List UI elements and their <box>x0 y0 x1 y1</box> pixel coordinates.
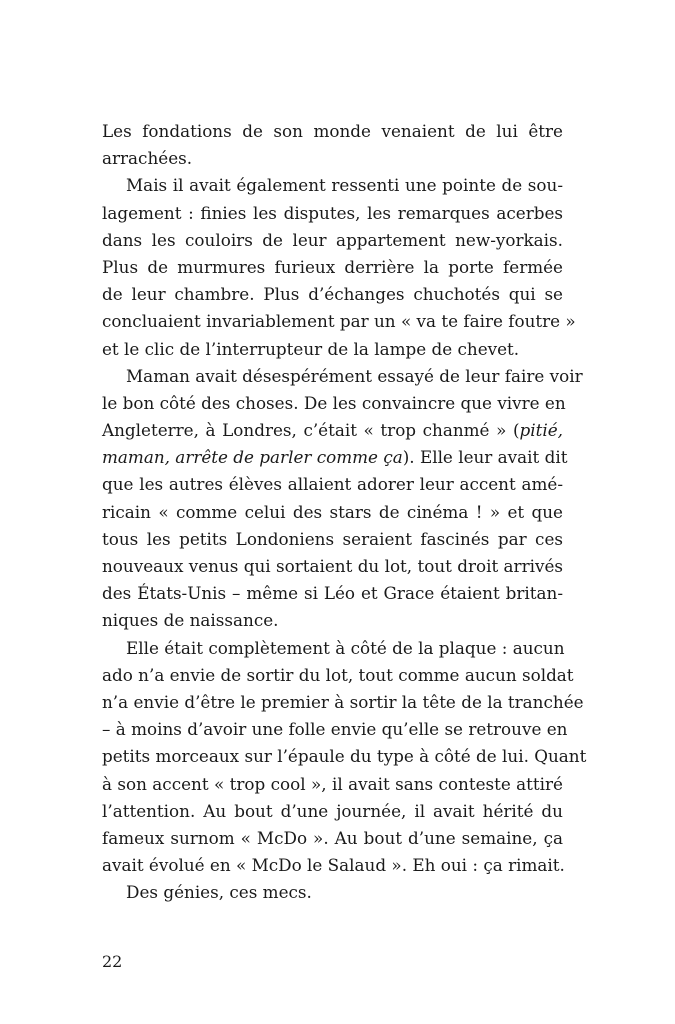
text-segment: ). Elle leur avait dit <box>402 447 568 468</box>
text-line: n’a envie d’être le premier à sortir la tête de la tranchée <box>102 691 584 712</box>
text-line: ado n’a envie de sortir du lot, tout comme aucun soldat <box>102 664 574 685</box>
text-line: Mais il avait également ressenti une pointe de sou- <box>126 175 563 196</box>
text-line: le bon côté des choses. De les convaincre que vivre en <box>102 392 566 413</box>
text-line: l’attention. Au bout d’une journée, il avait hérité du <box>102 800 563 821</box>
text-line <box>102 417 563 444</box>
text-line: Plus de murmures furieux derrière la porte fermée <box>102 256 563 277</box>
text-line: fameux surnom « McDo ». Au bout d’une semaine, ça <box>102 827 563 848</box>
text-line <box>102 444 568 471</box>
text-line: Les fondations de son monde venaient de lui être <box>102 121 563 141</box>
text-line: – à moins d’avoir une folle envie qu’elle se retrouve en <box>102 719 568 740</box>
text-segment: Angleterre, à Londres, c’était « trop chanmé » ( <box>102 420 520 441</box>
text-line: arrachées. <box>102 148 193 169</box>
text-line: tous les petits Londoniens seraient fascinés par ces <box>102 528 563 549</box>
text-line: à son accent « trop cool », il avait sans conteste attiré <box>102 773 563 794</box>
text-line: avait évolué en « McDo le Salaud ». Eh oui : ça rimait. <box>102 855 565 876</box>
text-line: que les autres élèves allaient adorer leur accent amé- <box>102 474 563 495</box>
text-line: concluaient invariablement par un « va te faire foutre » <box>102 311 576 332</box>
text-line: Des génies, ces mecs. <box>126 882 312 903</box>
text-line: dans les couloirs de leur appartement new-yorkais. <box>102 229 563 250</box>
book-page-text <box>102 118 587 906</box>
text-line: niques de naissance. <box>102 610 279 631</box>
italic-text: pitié, <box>519 420 563 441</box>
text-line: Maman avait désespérément essayé de leur faire voir <box>126 365 583 386</box>
italic-text: maman, arrête de parler comme ça <box>102 447 403 468</box>
text-line: Elle était complètement à côté de la plaque : aucun <box>126 637 565 658</box>
text-line: de leur chambre. Plus d’échanges chuchotés qui se <box>102 284 563 305</box>
text-line: nouveaux venus qui sortaient du lot, tout droit arrivés <box>102 556 563 576</box>
text-line: lagement : finies les disputes, les remarques acerbes <box>102 202 563 223</box>
text-line: ricain « comme celui des stars de cinéma ! » et que <box>102 501 563 522</box>
text-line: et le clic de l’interrupteur de la lampe de chevet. <box>102 338 520 359</box>
text-line: des États-Unis – même si Léo et Grace étaient britan- <box>102 583 563 604</box>
page-number: 22 <box>102 952 123 971</box>
text-line: petits morceaux sur l’épaule du type à côté de lui. Quant <box>102 746 587 767</box>
